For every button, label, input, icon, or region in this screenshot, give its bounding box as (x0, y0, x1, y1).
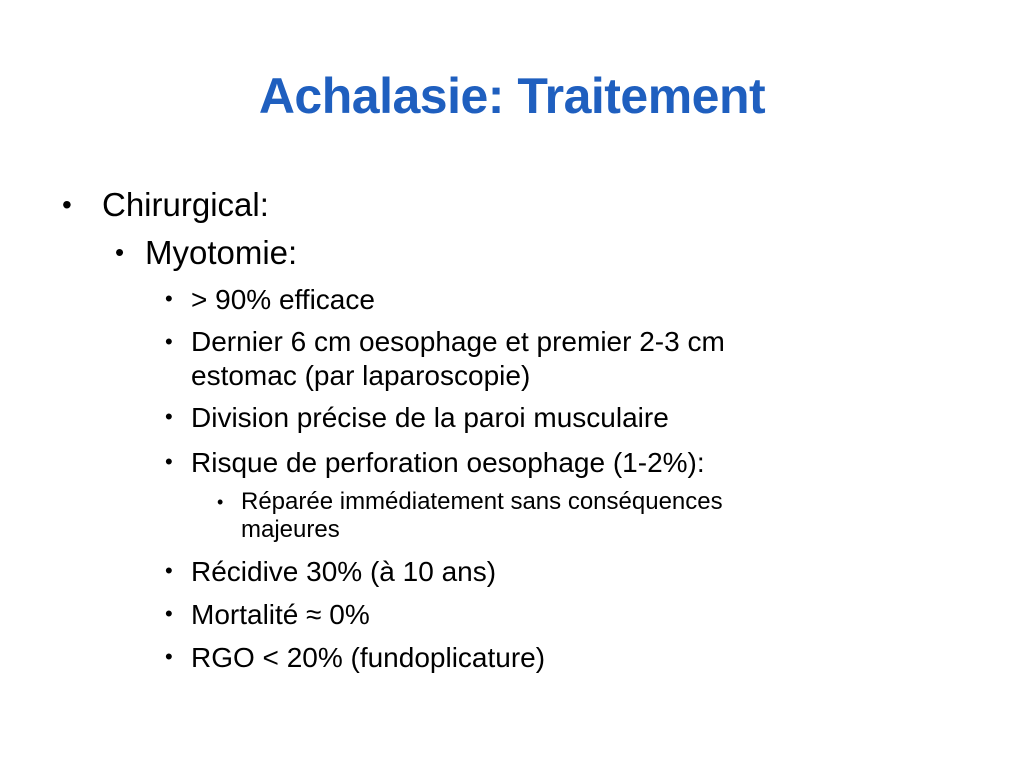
bullet-icon: • (165, 601, 173, 626)
bullet-icon: • (165, 644, 173, 669)
bullet-text: Récidive 30% (à 10 ans) (191, 556, 497, 587)
bullet-icon: • (165, 558, 173, 583)
bullet-text-line2: majeures (241, 516, 340, 543)
bullet-icon: • (217, 492, 224, 512)
bullet-icon: • (115, 237, 125, 267)
bullet-text: Chirurgical: (102, 186, 269, 223)
bullet-icon: • (62, 189, 72, 220)
bullet-icon: • (165, 329, 173, 354)
bullet-text-line1: Dernier 6 cm oesophage et premier 2-3 cm (191, 326, 725, 357)
slide-title: Achalasie: Traitement (258, 68, 766, 124)
bullet-text: RGO < 20% (fundoplicature) (191, 642, 546, 673)
bullet-icon: • (165, 404, 173, 429)
bullet-text: Myotomie: (145, 234, 298, 271)
bullet-text: Division précise de la paroi musculaire (191, 402, 669, 433)
bullet-text-line1: Réparée immédiatement sans conséquences (241, 488, 723, 515)
bullet-text: Mortalité ≈ 0% (191, 599, 370, 630)
bullet-text: Risque de perforation oesophage (1-2%): (191, 447, 705, 478)
bullet-text: > 90% efficace (191, 284, 375, 315)
bullet-text-line2: estomac (par laparoscopie) (191, 360, 531, 391)
bullet-icon: • (165, 286, 173, 311)
bullet-icon: • (165, 449, 173, 474)
